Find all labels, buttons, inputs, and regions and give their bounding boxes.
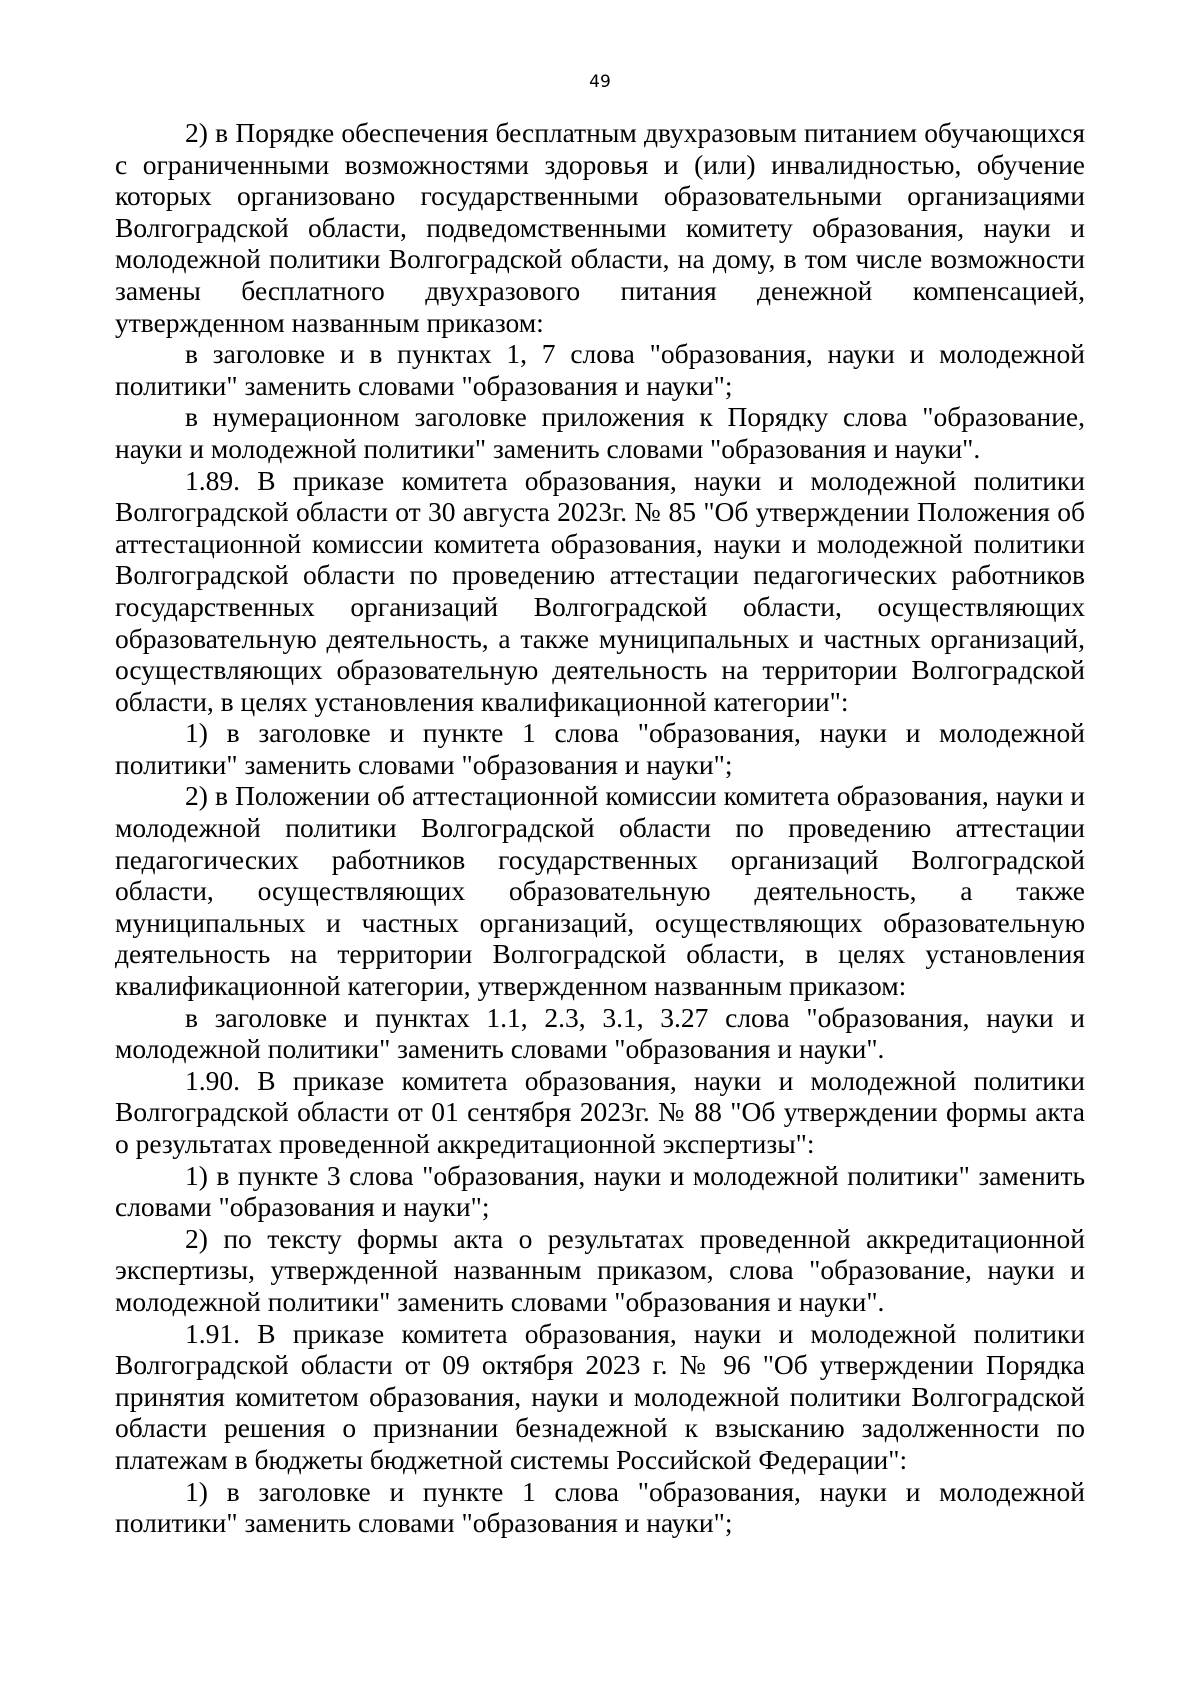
paragraph-clause-1-91-item-1: 1) в заголовке и пункте 1 слова "образования, науки и молодежной политики" заменить словами "образования и науки"; [115, 1475, 1085, 1539]
paragraph-appendix-heading: в нумерационном заголовке приложения к Порядку слова "образование, науки и молодежной политики" заменить словами "образования и науки". [115, 401, 1085, 464]
paragraph-clause-1-89-points: в заголовке и пунктах 1.1, 2.3, 3.1, 3.27 слова "образования, науки и молодежной политики" заменить словами "образования и науки". [115, 1001, 1085, 1065]
document-body [115, 117, 1085, 1539]
paragraph-clause-1-90-item-2: 2) по тексту формы акта о результатах проведенной аккредитационной экспертизы, утвержденной названным приказом, слова "образование, науки и молодежной политики" заменить словами "образования и науки". [115, 1222, 1085, 1317]
paragraph-clause-1-91: 1.91. В приказе комитета образования, науки и молодежной политики Волгоградской области от 09 октября 2023 г. № 96 "Об утверждении Порядка принятия комитетом образования, науки и молодежной политики Волгоградской области решения о признании безнадежной к взысканию задолженности по платежам в бюджеты бюджетной системы Российской Федерации": [115, 1317, 1085, 1475]
page-number: 49 [589, 72, 611, 92]
paragraph-clause-1-89: 1.89. В приказе комитета образования, науки и молодежной политики Волгоградской области от 30 августа 2023г. № 85 "Об утверждении Положения об аттестационной комиссии комитета образования, науки и молодежной политики Волгоградской области по проведению аттестации педагогических работников государственных организаций Волгоградской области, осуществляющих образовательную деятельность, а также муниципальных и частных организаций, осуществляющих образовательную деятельность на территории Волгоградской области, в целях установления квалификационной категории": [115, 464, 1085, 717]
paragraph-clause-1-90: 1.90. В приказе комитета образования, науки и молодежной политики Волгоградской области от 01 сентября 2023г. № 88 "Об утверждении формы акта о результатах проведенной аккредитационной экспертизы": [115, 1064, 1085, 1159]
paragraph-clause-1-89-item-2: 2) в Положении об аттестационной комиссии комитета образования, науки и молодежной политики Волгоградской области по проведению аттестации педагогических работников государственных организаций Волгоградской области, осуществляющих образовательную деятельность, а также муниципальных и частных организаций, осуществляющих образовательную деятельность на территории Волгоградской области, в целях установления квалификационной категории, утвержденном названным приказом: [115, 780, 1085, 1002]
paragraph-clause-1-90-item-1: 1) в пункте 3 слова "образования, науки и молодежной политики" заменить словами "образования и науки"; [115, 1159, 1085, 1223]
paragraph-meal-order: 2) в Порядке обеспечения бесплатным двухразовым питанием обучающихся с ограниченными возможностями здоровья и (или) инвалидностью, обучение которых организовано государственными образовательными организациями Волгоградской области, подведомственными комитету образования, науки и молодежной политики Волгоградской области, на дому, в том числе возможности замены бесплатного двухразового питания денежной компенсацией, утвержденном названным приказом: [115, 117, 1085, 338]
paragraph-clause-1-89-item-1: 1) в заголовке и пункте 1 слова "образования, науки и молодежной политики" заменить словами "образования и науки"; [115, 717, 1085, 780]
paragraph-heading-replacement: в заголовке и в пунктах 1, 7 слова "образования, науки и молодежной политики" заменить словами "образования и науки"; [115, 338, 1085, 401]
